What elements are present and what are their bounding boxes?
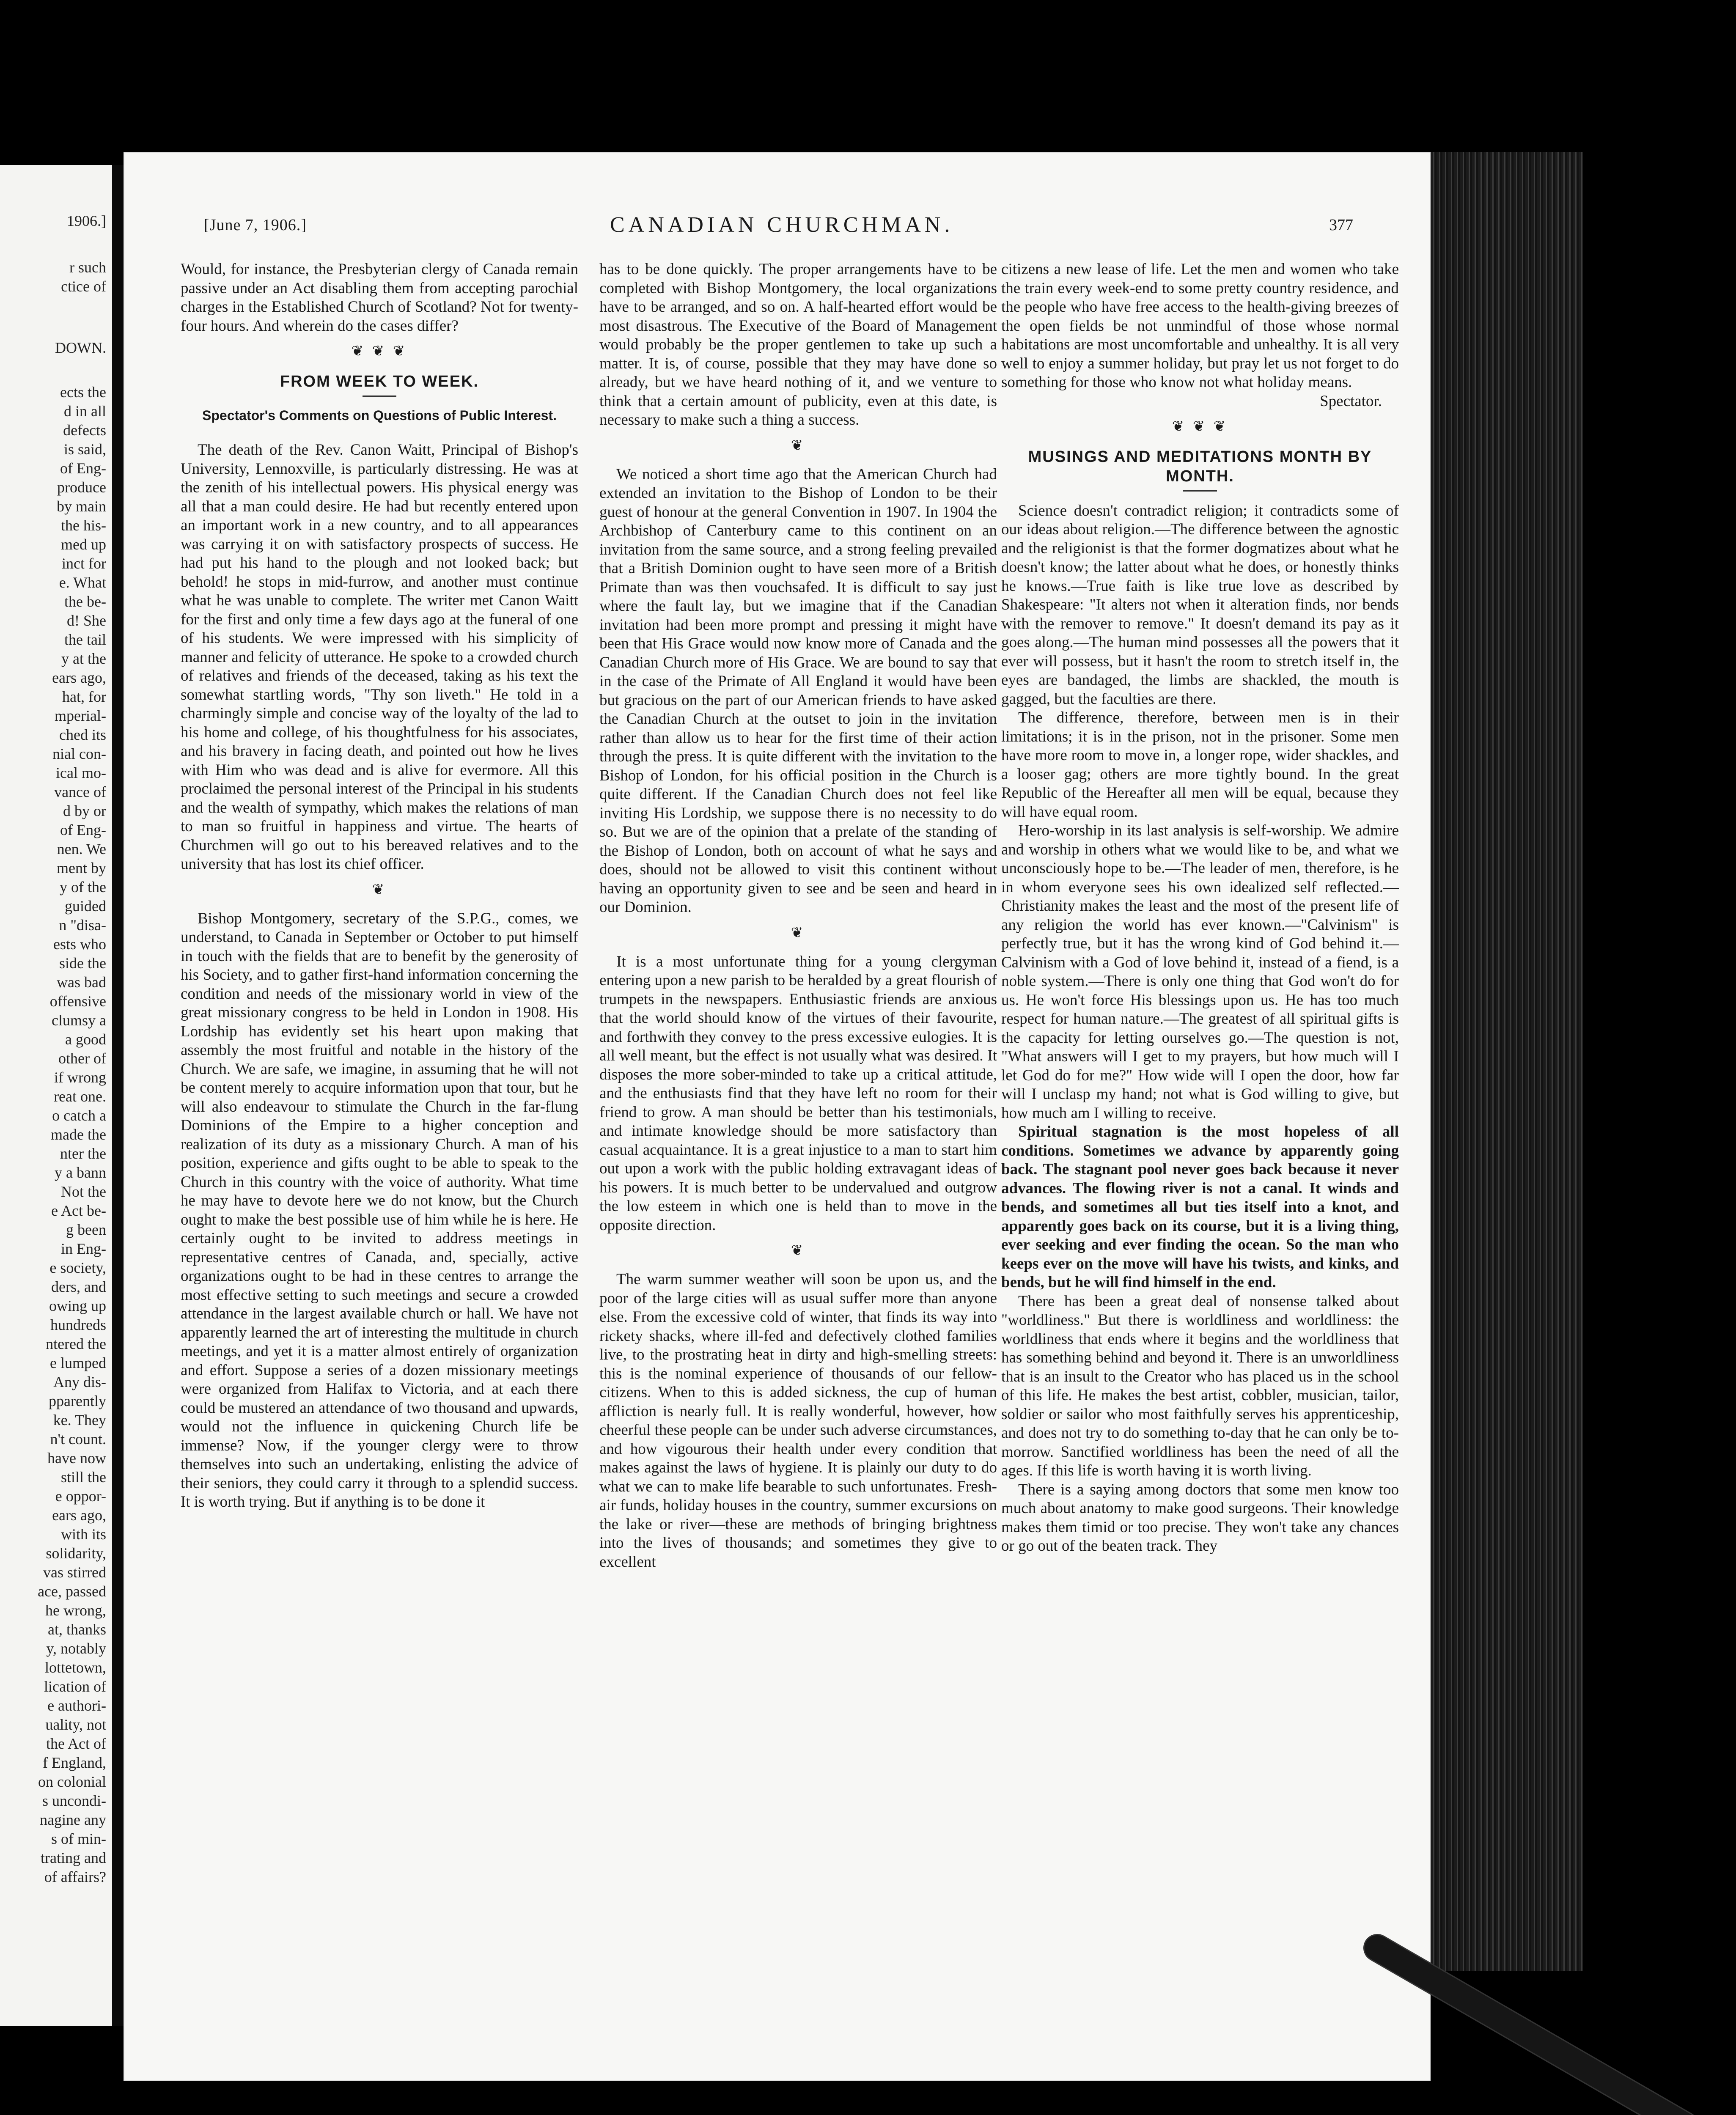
divider-rule [363, 396, 396, 397]
left-page-line: guided [65, 898, 106, 915]
left-page-line: 1906.] [67, 212, 106, 229]
divider-rule [1183, 490, 1217, 492]
left-page-line: uality, not [45, 1716, 106, 1733]
left-page-line: DOWN. [55, 339, 106, 356]
left-page-line: trating and [41, 1849, 106, 1866]
left-page-line: Not the [61, 1183, 106, 1200]
paragraph-continued: has to be done quickly. The proper arrangements have to be completed with Bishop Montgomery, the local organizations have to be arranged, and so on. A half-hearted effort would be most disastrous. The Executive of the Board of Management would probably be the proper gentlemen to take up such a matter. It is, of course, possible that they may have done so already, but we have heard nothing of it, and we venture to think that a certain amount of publicity, even at this date, is necessary to make such a thing a success. [599, 261, 997, 428]
left-page-line: hundreds [50, 1316, 106, 1333]
left-page-line: e. What [59, 574, 106, 591]
left-page-line: owing up [49, 1297, 106, 1314]
left-page-line: vas stirred [43, 1564, 106, 1581]
left-page-line: by main [57, 498, 106, 515]
left-page-line: ears ago, [52, 1507, 106, 1524]
left-page-line: produce [57, 479, 106, 496]
left-page-line: inct for [62, 555, 106, 572]
left-page-line: y, notably [46, 1640, 106, 1657]
section-title-musings: MUSINGS AND MEDITATIONS MONTH BY MONTH. [1028, 448, 1372, 485]
left-page-line: of affairs? [44, 1868, 106, 1885]
left-page-line: ders, and [51, 1278, 106, 1295]
left-page-line: f England, [43, 1754, 106, 1771]
left-page-line: he wrong, [45, 1602, 106, 1619]
left-page-line: nagine any [40, 1811, 106, 1828]
masthead-title: CANADIAN CHURCHMAN. [610, 213, 954, 237]
leaf-divider: ❦ [791, 925, 806, 941]
left-page-line: other of [58, 1050, 106, 1067]
left-page-line: d by or [63, 802, 106, 819]
left-page-line: of Eng- [60, 821, 106, 838]
left-page-line: side the [59, 955, 106, 972]
left-page-line: ment by [57, 860, 106, 876]
left-page-line: ched its [59, 726, 106, 743]
header-date: [June 7, 1906.] [204, 216, 307, 234]
left-page-line: in Eng- [61, 1240, 106, 1257]
left-page-line: s uncondi- [42, 1792, 106, 1809]
left-page-line: ctice of [61, 278, 106, 295]
left-page-line: hat, for [62, 688, 106, 705]
left-page-line: with its [60, 1526, 106, 1543]
signature: Spectator. [1320, 392, 1382, 410]
left-page-line: on colonial [38, 1773, 106, 1790]
column-1 [181, 260, 578, 1512]
book-gutter [112, 165, 125, 2026]
leaf-divider: ❦ [791, 1243, 806, 1258]
left-page-line: lication of [44, 1678, 106, 1695]
paragraph-difference: The difference, therefore, between men is in their limitations; it is in the prison, not in the prisoner. Some men have more room to move in, a longer rope, wider shackles, and a looser gag; others are more tightly bound. In the great Republic of the Hereafter all men will be equal, because they will have equal room. [1001, 709, 1399, 821]
leaf-divider: ❦ [372, 882, 387, 898]
left-page-line: pparently [49, 1393, 106, 1409]
left-page-line: g been [66, 1221, 106, 1238]
left-page-line: r such [69, 259, 106, 276]
left-page-line: y of the [60, 879, 106, 895]
left-page-line: ical mo- [56, 764, 106, 781]
paragraph-bishop-montgomery: Bishop Montgomery, secretary of the S.P.G., comes, we understand, to Canada in September or October to put himself in touch with the fields that are to benefit by the generosity of his Society, and to gather first-hand information concerning the condition and needs of the missionary world in view of the great missionary congress to be held in London in 1908. His Lordship has evidently set his heart upon making that assembly the most fruitful and notable in the history of the Church. We are safe, we imagine, in assuming that he will not be content merely to acquire information upon that tour, but he will also endeavour to stimulate the Church in the far-flung Dominions of the Empire to a higher conception and realization of its duty as a missionary Church. A man of his position, experience and gifts ought to be able to speak to the Church in this country with the voice of authority. What time he may have to devote here we do not know, but the Church ought to make the best possible use of him while he is here. He certainly ought to be invited to address meetings in representative centres of Canada, and, specially, active organizations ought to be had in these centres to arrange the most effective setting to such meetings and secure a crowded attendance in the largest available church or hall. We have not apparently learned the art of interesting the multitude in church meetings, and yet it is a matter almost entirely of organization and effort. Suppose a series of a dozen missionary meetings were organized from Halifax to Victoria, and at each there could be mustered an attendance of two thousand and upwards, would not the influence in quickening Church life be immense? Now, if the younger clergy were to throw themselves into such an undertaking, enlisting the advice of their seniors, they could carry it through to a splendid success. It is worth trying. But if anything is to be done it [181, 909, 578, 1511]
left-page-line: offensive [49, 993, 106, 1010]
left-page-line: e authori- [47, 1697, 106, 1714]
left-page-line: have now [47, 1450, 106, 1467]
ornament-divider: ❦ ❦ ❦ [351, 343, 408, 359]
left-page-line: reat one. [54, 1088, 106, 1105]
left-page-line: solidarity, [46, 1545, 106, 1562]
left-page-line: a good [65, 1031, 106, 1048]
left-page-line: ntered the [46, 1335, 106, 1352]
leaf-divider: ❦ [791, 437, 806, 453]
left-page-line: e Act be- [51, 1202, 106, 1219]
left-page-line: y a bann [55, 1164, 106, 1181]
book-page-edges [1431, 152, 1583, 1971]
paragraph-young-clergyman: It is a most unfortunate thing for a young clergyman entering upon a new parish to be heralded by a great flourish of trumpets in the newspapers. Enthusiastic friends are anxious that the world should know of the virtues of their favourite, and forthwith they convey to the press excessive eulogies. It is all well meant, but the effect is not usually what was desired. It disposes the more sober-minded to take up a critical attitude, and the enthusiasts find that they have left no room for their friend to grow. A man should be better than his testimonials, and intimate knowledge should be more satisfactory than casual acquaintance. It is a great injustice to a man to start him out upon a work with the public holding extravagant ideas of his powers. It is much better to be undervalued and outgrow the low esteem in which one is held than to move in the opposite direction. [599, 953, 997, 1234]
paragraph-continued: citizens a new lease of life. Let the men and women who take the train every week-end to some pretty country residence, and the people who have free access to the health-giving breezes of the open fields be not unmindful of those whose normal habitations are most uncomfortable and unhealthy. It is all very well to enjoy a summer holiday, but pray let us not forget to do something for those who know not what holiday means. [1001, 261, 1399, 391]
left-page-line: nen. We [57, 841, 106, 857]
left-page-line: e society, [49, 1259, 106, 1276]
ornament-divider: ❦ ❦ ❦ [1172, 418, 1228, 434]
left-page-line: nial con- [52, 745, 106, 762]
left-page-line: clumsy a [52, 1012, 106, 1029]
left-page-line: defects [63, 422, 106, 439]
paragraph-hero-worship: Hero-worship in its last analysis is self-worship. We admire and worship in others what we would like to be, and what we unconsciously hope to be.—The leader of men, therefore, is he in whom everyone sees his own idealized self reflected.—Christianity makes the least and the most of the present life of any religion the world has ever known.—"Calvinism" is perfectly true, but it has the wrong kind of God behind it.—Calvinism with a God of love behind it, instead of a fiend, is a noble system.—There is only one thing that God won't do for us. He won't force His blessings upon us. He has too much respect for human nature.—The greatest of all spiritual gifts is the capacity for letting ourselves go.—The question is not, "What answers will I get to my prayers, but how much will I let God do for me?" How wide will I open the door, how far will I unclasp my hand; not what is God willing to give, but how much am I willing to receive. [1001, 822, 1399, 1122]
left-page-line: nter the [60, 1145, 106, 1162]
column-2 [599, 260, 997, 1571]
paragraph-intro: Would, for instance, the Presbyterian clergy of Canada remain passive under an Act disabling them from accepting parochial charges in the Established Church of Scotland? Not for twenty-four hours. And wherein do the cases differ? [181, 261, 578, 335]
paragraph-summer-weather: The warm summer weather will soon be upon us, and the poor of the large cities will as usual suffer more than anyone else. From the excessive cold of winter, that finds its way into rickety shacks, where ill-fed and defectively clothed families live, to the prostrating heat in dirty and high-smelling streets: this is the nominal experience of thousands of our fellow-citizens. When to this is added sickness, the cup of human affliction is nearly full. It is really wonderful, however, how cheerful these people can be under such adverse circumstances, and how vigourous their health under every condition that makes against the laws of hygiene. It is plainly our duty to do what we can to make life bearable to such unfortunates. Fresh-air funds, holiday houses in the country, summer excursions on the lake or river—these are methods of bringing brightness into the lives of thousands; and sometimes they give to excellent [599, 1271, 997, 1571]
left-page-line: mperial- [55, 707, 106, 724]
left-page-line: the Act of [46, 1735, 106, 1752]
left-page-line: n't count. [50, 1431, 106, 1448]
left-page-line: ke. They [53, 1412, 106, 1428]
paragraph-science: Science doesn't contradict religion; it contradicts some of our ideas about religion.—The difference between the agnostic and the religionist is that the former dogmatizes about what he doesn't know; the latter about what he does, or honestly thinks he knows.—True faith is like true love as described by Shakespeare: "It alters not when it alteration finds, nor bends with the remover to remove." It doesn't demand its pay as it goes along.—The human mind possesses all the powers that it ever will possess, but it hasn't the room to stretch itself in, the eyes are bandaged, the limbs are shackled, the mouth is gagged, but the faculties are there. [1001, 502, 1399, 708]
section-title-week: FROM WEEK TO WEEK. [280, 373, 479, 390]
left-page-line: e oppor- [55, 1488, 106, 1505]
left-page-line: s of min- [51, 1830, 106, 1847]
left-page-line: ears ago, [52, 669, 106, 686]
left-facing-page [0, 165, 112, 2026]
left-page-line: y at the [61, 650, 106, 667]
left-page-line: Any dis- [53, 1373, 106, 1390]
left-page-line: ace, passed [38, 1583, 106, 1600]
paragraph-bishop-london: We noticed a short time ago that the American Church had extended an invitation to the Bishop of London to be their guest of honour at the general Convention in 1907. In 1904 the Archbishop of Canterbury came to this continent on an invitation from the same source, and a strong feeling prevailed that a British Dominion ought to have seen more of a British Primate than was then vouchsafed. It is difficult to say just where the fault lay, but we imagine that if the Canadian invitation had been more prompt and pressing it might have been that His Grace would now know more of Canada and the Canadian Church more of His Grace. We are bound to say that in the case of the Primate of All England it would have been but gracious on the part of our American friends to have asked the Canadian Church at the outset to join in the invitation rather than allow us to hear for the first time of their action through the press. It is quite different with the invitation to the Bishop of London, for his official position in the Church is quite different. If the Canadian Church does not feel like inviting His Lordship, we suppose there is no necessity to do so. But we are of the opinion that a prelate of the standing of the Bishop of London, both on account of what he says and does, should not be allowed to visit this continent without having an opportunity given to see and be seen and heard in our Dominion. [599, 465, 997, 916]
section-subtitle: Spectator's Comments on Questions of Public Interest. [202, 408, 557, 423]
left-page-line: ects the [60, 384, 106, 401]
left-page-line: the be- [64, 593, 106, 610]
left-page-line: the tail [64, 631, 106, 648]
paragraph-worldliness: There has been a great deal of nonsense talked about "worldliness." But there is worldliness and worldliness: the worldliness that ends where it begins and the worldliness that has something behind and beyond it. There is an unworldliness that is an insult to the Creator who has placed us in the school of this life. He makes the best artist, cobbler, musician, tailor, soldier or sailor who most faithfully serves his apprenticeship, and does not try to do something to-day that he can only be to-morrow. Sanctified worldliness has been the need of all the ages. If this life is worth having it is worth living. [1001, 1292, 1399, 1479]
left-page-line: med up [61, 536, 106, 553]
column-3 [1001, 260, 1399, 1556]
left-page-line: vance of [54, 783, 106, 800]
newspaper-page [124, 152, 1431, 2081]
left-page-line: n "disa- [59, 917, 106, 934]
page-header [124, 213, 1431, 241]
paragraph-doctors: There is a saying among doctors that some men know too much about anatomy to make good surgeons. Their knowledge makes them timid or too precise. They won't take any chances or go out of the beaten track. They [1001, 1480, 1399, 1555]
left-page-line: ests who [53, 936, 106, 953]
left-page-line: is said, [63, 441, 106, 458]
left-page-line: d in all [64, 403, 106, 420]
left-page-line: made the [51, 1126, 106, 1143]
left-page-line: at, thanks [48, 1621, 106, 1638]
left-page-line: d! She [67, 612, 106, 629]
paragraph-canon-waitt: The death of the Rev. Canon Waitt, Principal of Bishop's University, Lennoxville, is particularly distressing. He was at the zenith of his intellectual powers. His physical energy was all that a man could desire. He had but recently entered upon an important work in a new country, and to all appearances was carrying it on with satisfactory prospects of success. He had put his hand to the plough and not looked back; but behold! he stops in mid-furrow, and another must continue what he was unable to complete. The writer met Canon Waitt for the first and only time a few days ago at the funeral of one of his students. We were impressed with his simplicity of manner and felicity of utterance. He spoke to a crowded church of relatives and friends of the deceased, taking as his text the somewhat startling words, "Thy son liveth." He told in a charmingly simple and concise way of the loyalty of the lad to his home and college, of his thoughtfulness for his associates, and his bravery in facing death, and pointed out how he lives with Him who was dead and is alive for evermore. All this proclaimed the personal interest of the Principal in his students and the wealth of sympathy, which makes the relations of man to man so fruitful in happiness and virtue. The hearts of Churchmen will go out to his bereaved relatives and to the university that has lost its chief officer. [181, 441, 579, 873]
left-page-line: lottetown, [45, 1659, 106, 1676]
page-number: 377 [1329, 216, 1353, 234]
left-page-line: o catch a [52, 1107, 106, 1124]
left-page-line: still the [61, 1469, 106, 1486]
left-page-line: was bad [57, 974, 106, 991]
left-page-line: of Eng- [60, 460, 106, 477]
left-page-line: if wrong [54, 1069, 106, 1086]
left-page-line: e lumped [50, 1354, 106, 1371]
left-page-line: the his- [61, 517, 106, 534]
paragraph-stagnation: Spiritual stagnation is the most hopeless of all conditions. Sometimes we advance by apparently going back. The stagnant pool never goes back because it never advances. The flowing river is not a canal. It winds and bends, and sometimes all but ties itself into a knot, and apparently goes back on its course, but it is a living thing, ever seeking and ever finding the ocean. So the man who keeps ever on the move will have his twists, and kinks, and bends, but he will find himself in the end. [1001, 1123, 1399, 1291]
